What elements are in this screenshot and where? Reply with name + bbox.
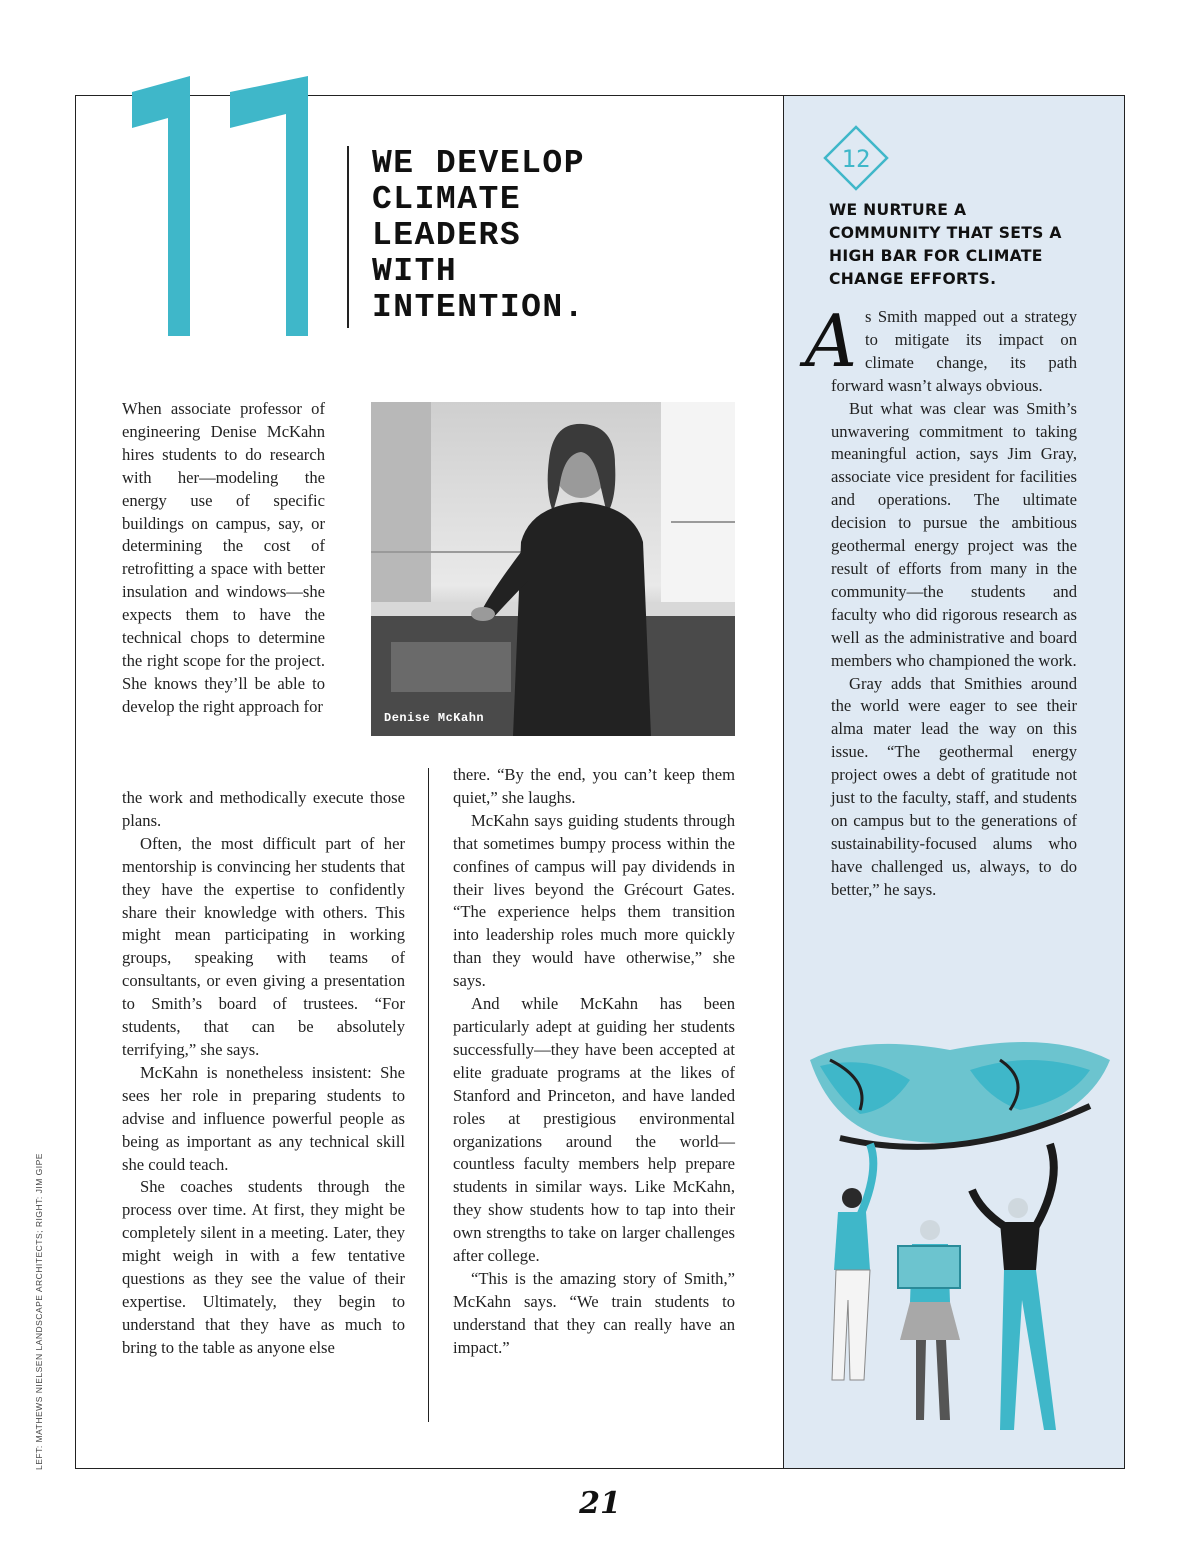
page-number: 21 xyxy=(579,1486,621,1521)
section-number-11 xyxy=(120,70,320,342)
section-number-12-badge xyxy=(823,125,889,191)
photo-credit: LEFT: MATHEWS NIELSEN LANDSCAPE ARCHITECTS; RIGHT: JIM GIPE xyxy=(34,1153,44,1470)
body-paragraph: When associate professor of engineering Denise McKahn hires students to do research with her—modeling the energy use of specific buildings on campus, say, or determining the cost of retrofitting a space with better insulation and windows—she expects them to have the technical chops to determine the right scope for the project. She knows they’ll be able to develop the right approach for xyxy=(122,399,325,716)
heading-line: CHANGE EFFORTS. xyxy=(829,270,997,288)
body-paragraph: McKahn says guiding students through that sometimes bumpy process within the confines of campus will pay dividends in their lives beyond the Grécourt Gates. “The experience helps them transition into leadership roles much more quickly than they would have otherwise,” she says. xyxy=(453,810,735,991)
body-paragraph: And while McKahn has been particularly adept at guiding her students successfully—they have been accepted at elite graduate programs at the likes of Stanford and Princeton, and have landed roles at prestigious environmental organizations around the world—countless faculty members help prepare students in similar ways. Like McKahn, they show students how to tap into their own strengths to take on larger challenges after college. xyxy=(453,994,735,1266)
body-paragraph: “This is the amazing story of Smith,” McKahn says. “We train students to understand that they can really have an impact.” xyxy=(453,1268,735,1357)
heading-line: LEADERS xyxy=(372,217,522,254)
body-paragraph: But what was clear was Smith’s unwavering commitment to taking meaningful action, says Jim Gray, associate vice president for facilities and operations. The ultimate decision to pursue the ambitious geothermal energy project was the result of efforts from many in the community—the students and faculty who did rigorous research as well as the administrative and board members who championed the work. xyxy=(831,398,1077,670)
body-paragraph xyxy=(805,299,1077,398)
heading-line: WE NURTURE A xyxy=(829,201,967,219)
paragraph-text: s Smith mapped out a strategy to mitigate its impact on climate change, its path forward wasn’t always obvious. xyxy=(831,307,1077,395)
body-paragraph: there. “By the end, you can’t keep them quiet,” she laughs. xyxy=(453,765,735,807)
numeral-stroke-right xyxy=(230,76,308,336)
heading-line: WITH xyxy=(372,253,458,290)
photo-caption: Denise McKahn xyxy=(384,711,485,725)
body-column-right xyxy=(453,764,735,1360)
globe-people-illustration xyxy=(800,1040,1120,1440)
section-11-heading xyxy=(372,146,585,326)
heading-line: CLIMATE xyxy=(372,181,522,218)
sidebar-body xyxy=(805,299,1077,902)
portrait-photo xyxy=(371,402,735,736)
body-paragraph: the work and methodically execute those plans. xyxy=(122,788,405,830)
badge-number: 12 xyxy=(841,145,871,173)
body-column-left xyxy=(122,787,405,1360)
body-paragraph: Often, the most difficult part of her mentorship is convincing her students that they have the expertise to confidently share their knowledge with others. This might mean participating in working groups, speaking with teams of consultants, or even giving a presentation to Smith’s board of trustees. “For students, that can be absolutely terrifying,” she says. xyxy=(122,833,405,1059)
heading-rule xyxy=(347,146,349,328)
body-paragraph: She coaches students through the process over time. At first, they might be completely silent in a meeting. Later, they might weigh in with a few tentative questions as they see the value of their expertise. Ultimately, they begin to understand that they have as much to bring to the table as anyone else xyxy=(122,1177,405,1357)
body-paragraph: Gray adds that Smithies around the world were eager to see their alma mater lead the way on this issue. “The geothermal energy project owes a debt of gratitude not just to the faculty, staff, and students on campus but to the generations of sustainability-focused alums who have challenged us, always, to do better,” he says. xyxy=(831,673,1077,899)
section-12-heading xyxy=(829,199,1089,291)
body-paragraph: McKahn is nonetheless insistent: She sees her role in preparing students to advise and influence powerful people as being as important as any technical skill she could teach. xyxy=(122,1062,405,1174)
column-rule xyxy=(428,768,429,1422)
heading-line: COMMUNITY THAT SETS A xyxy=(829,224,1062,242)
drop-cap: A xyxy=(805,299,857,383)
body-column-intro xyxy=(122,398,325,719)
numeral-stroke-left xyxy=(132,76,190,336)
heading-line: INTENTION. xyxy=(372,289,586,326)
heading-line: HIGH BAR FOR CLIMATE xyxy=(829,247,1043,265)
heading-line: WE DEVELOP xyxy=(372,145,586,182)
